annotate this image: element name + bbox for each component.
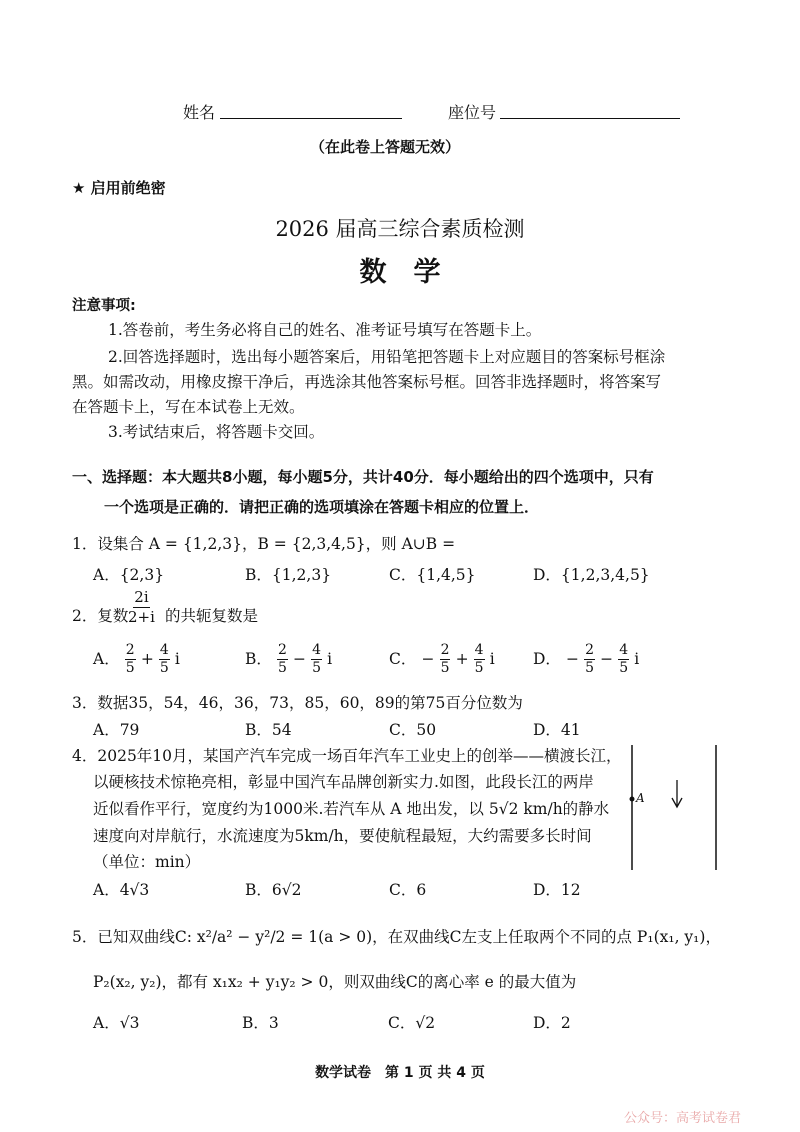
q2-option-a-label: A． xyxy=(93,650,120,668)
q4-line2: 以硬核技术惊艳亮相，彰显中国汽车品牌创新实力.如图，此段长江的两岸 xyxy=(93,773,594,791)
q2-b-den2: 5 xyxy=(312,660,322,676)
q2-fraction xyxy=(128,588,155,627)
q4-line3: 近似看作平行，宽度约为1000米.若汽车从 A 地出发，以 5√2 km/h的静水 xyxy=(93,800,610,818)
q2-b-num2: 4 xyxy=(312,642,322,658)
q4-option-a: A．4√3 xyxy=(93,881,150,899)
q3-option-c: C．50 xyxy=(389,721,437,739)
exam-title: 2026 届高三综合素质检测 xyxy=(275,217,525,241)
q4-line4: 速度向对岸航行，水流速度为5km/h，要使航程最短，大约需要多长时间 xyxy=(93,827,592,845)
q2-d-op: − xyxy=(600,650,614,668)
q2-a-i: i xyxy=(174,650,180,668)
q2-option-a xyxy=(93,642,180,677)
q2-option-c xyxy=(389,642,495,677)
note-2c: 在答题卡上，写在本试卷上无效。 xyxy=(72,398,305,416)
q3-stem: 3．数据35，54，46，36，73，85，60，89的第75百分位数为 xyxy=(72,694,523,712)
q4-option-c: C．6 xyxy=(389,881,427,899)
q2-c-num2: 4 xyxy=(474,642,484,658)
seat-blank-line xyxy=(500,118,680,119)
q2-a-num2: 4 xyxy=(159,642,169,658)
q2-d-i: i xyxy=(634,650,640,668)
q3-option-b: B．54 xyxy=(245,721,292,739)
q2-c-i: i xyxy=(489,650,495,668)
q5-line2: P₂(x₂, y₂)，都有 x₁x₂ + y₁y₂ > 0，则双曲线C的离心率 e 的最大值为 xyxy=(93,973,577,991)
seat-label: 座位号 xyxy=(448,103,497,122)
q2-d-num2: 4 xyxy=(619,642,629,658)
q5-option-c: C．√2 xyxy=(388,1014,436,1032)
notes-title: 注意事项: xyxy=(72,298,136,314)
q4-option-b: B．6√2 xyxy=(245,881,302,899)
q4-line5: （单位：min） xyxy=(93,853,201,871)
note-2a: 2.回答选择题时，选出每小题答案后，用铅笔把答题卡上对应题目的答案标号框涂 xyxy=(108,348,666,366)
name-blank-line xyxy=(220,118,402,119)
name-label: 姓名 xyxy=(183,103,216,122)
q4-option-d: D．12 xyxy=(533,881,581,899)
q2-a-op: + xyxy=(140,650,154,668)
q2-a-den1: 5 xyxy=(125,660,135,676)
q2-b-num1: 2 xyxy=(277,642,287,658)
q2-frac-num: 2i xyxy=(134,588,149,606)
page-footer: 数学试卷 第 1 页 共 4 页 xyxy=(315,1065,485,1081)
q1-option-d: D．{1,2,3,4,5} xyxy=(533,566,650,584)
q2-frac-den: 2+i xyxy=(128,608,155,626)
q2-option-b-label: B． xyxy=(245,650,272,668)
q2-a-num1: 2 xyxy=(125,642,135,658)
q2-tail: 的共轭复数是 xyxy=(165,607,259,625)
q2-number: 2．复数 xyxy=(72,607,129,625)
q2-b-i: i xyxy=(327,650,333,668)
q2-option-d xyxy=(533,642,639,677)
note-1: 1.答卷前，考生务必将自己的姓名、准考证号填写在答题卡上。 xyxy=(108,321,542,339)
q2-c-den1: 5 xyxy=(440,660,450,676)
q5-option-d: D．2 xyxy=(533,1014,571,1032)
q2-c-den2: 5 xyxy=(474,660,484,676)
watermark: 公众号：高考试卷君 xyxy=(624,1111,742,1126)
q2-a-den2: 5 xyxy=(159,660,169,676)
river-diagram xyxy=(620,740,730,876)
q2-option-d-label: D． xyxy=(533,650,561,668)
q2-option-c-label: C． xyxy=(389,650,417,668)
q1-option-c: C．{1,4,5} xyxy=(389,566,476,584)
q1-option-a: A．{2,3} xyxy=(93,566,165,584)
note-2b: 黑。如需改动，用橡皮擦干净后，再选涂其他答案标号框。回答非选择题时，将答案写 xyxy=(72,373,662,391)
q2-d-den1: 5 xyxy=(585,660,595,676)
q2-d-num1: 2 xyxy=(585,642,595,658)
q2-d-den2: 5 xyxy=(619,660,629,676)
subject-title: 数 学 xyxy=(359,257,441,288)
q2-c-num1: 2 xyxy=(440,642,450,658)
q2-option-b xyxy=(245,642,332,677)
section-heading-line1: 一、选择题：本大题共8小题，每小题5分，共计40分．每小题给出的四个选项中，只有 xyxy=(72,468,654,486)
note-3: 3.考试结束后，将答题卡交回。 xyxy=(108,423,325,441)
q2-b-op: − xyxy=(293,650,306,668)
q5-option-b: B．3 xyxy=(242,1014,279,1032)
q2-d-sign: − xyxy=(566,650,580,668)
q1-stem: 1．设集合 A = {1,2,3}，B = {2,3,4,5}，则 A∪B = xyxy=(72,535,456,553)
q2-c-sign: − xyxy=(421,650,435,668)
q2-b-den1: 5 xyxy=(277,660,287,676)
q4-line1: 4．2025年10月，某国产汽车完成一场百年汽车工业史上的创举——横渡长江， xyxy=(72,747,622,765)
q5-option-a: A．√3 xyxy=(93,1014,140,1032)
q5-line1: 5．已知双曲线C: x²/a² − y²/2 = 1(a > 0)，在双曲线C左支上任取两个不同的点 P₁(x₁, y₁)， xyxy=(72,928,721,946)
secret-mark: ★ 启用前绝密 xyxy=(72,179,166,197)
invalid-note: （在此卷上答题无效） xyxy=(310,138,461,156)
q3-option-d: D．41 xyxy=(533,721,581,739)
q2-c-op: + xyxy=(455,650,469,668)
point-a-dot xyxy=(630,797,635,802)
section-heading-line2: 一个选项是正确的．请把正确的选项填涂在答题卡相应的位置上． xyxy=(104,498,540,516)
point-a-label: A xyxy=(636,791,645,805)
q3-option-a: A．79 xyxy=(93,721,140,739)
q1-option-b: B．{1,2,3} xyxy=(245,566,332,584)
